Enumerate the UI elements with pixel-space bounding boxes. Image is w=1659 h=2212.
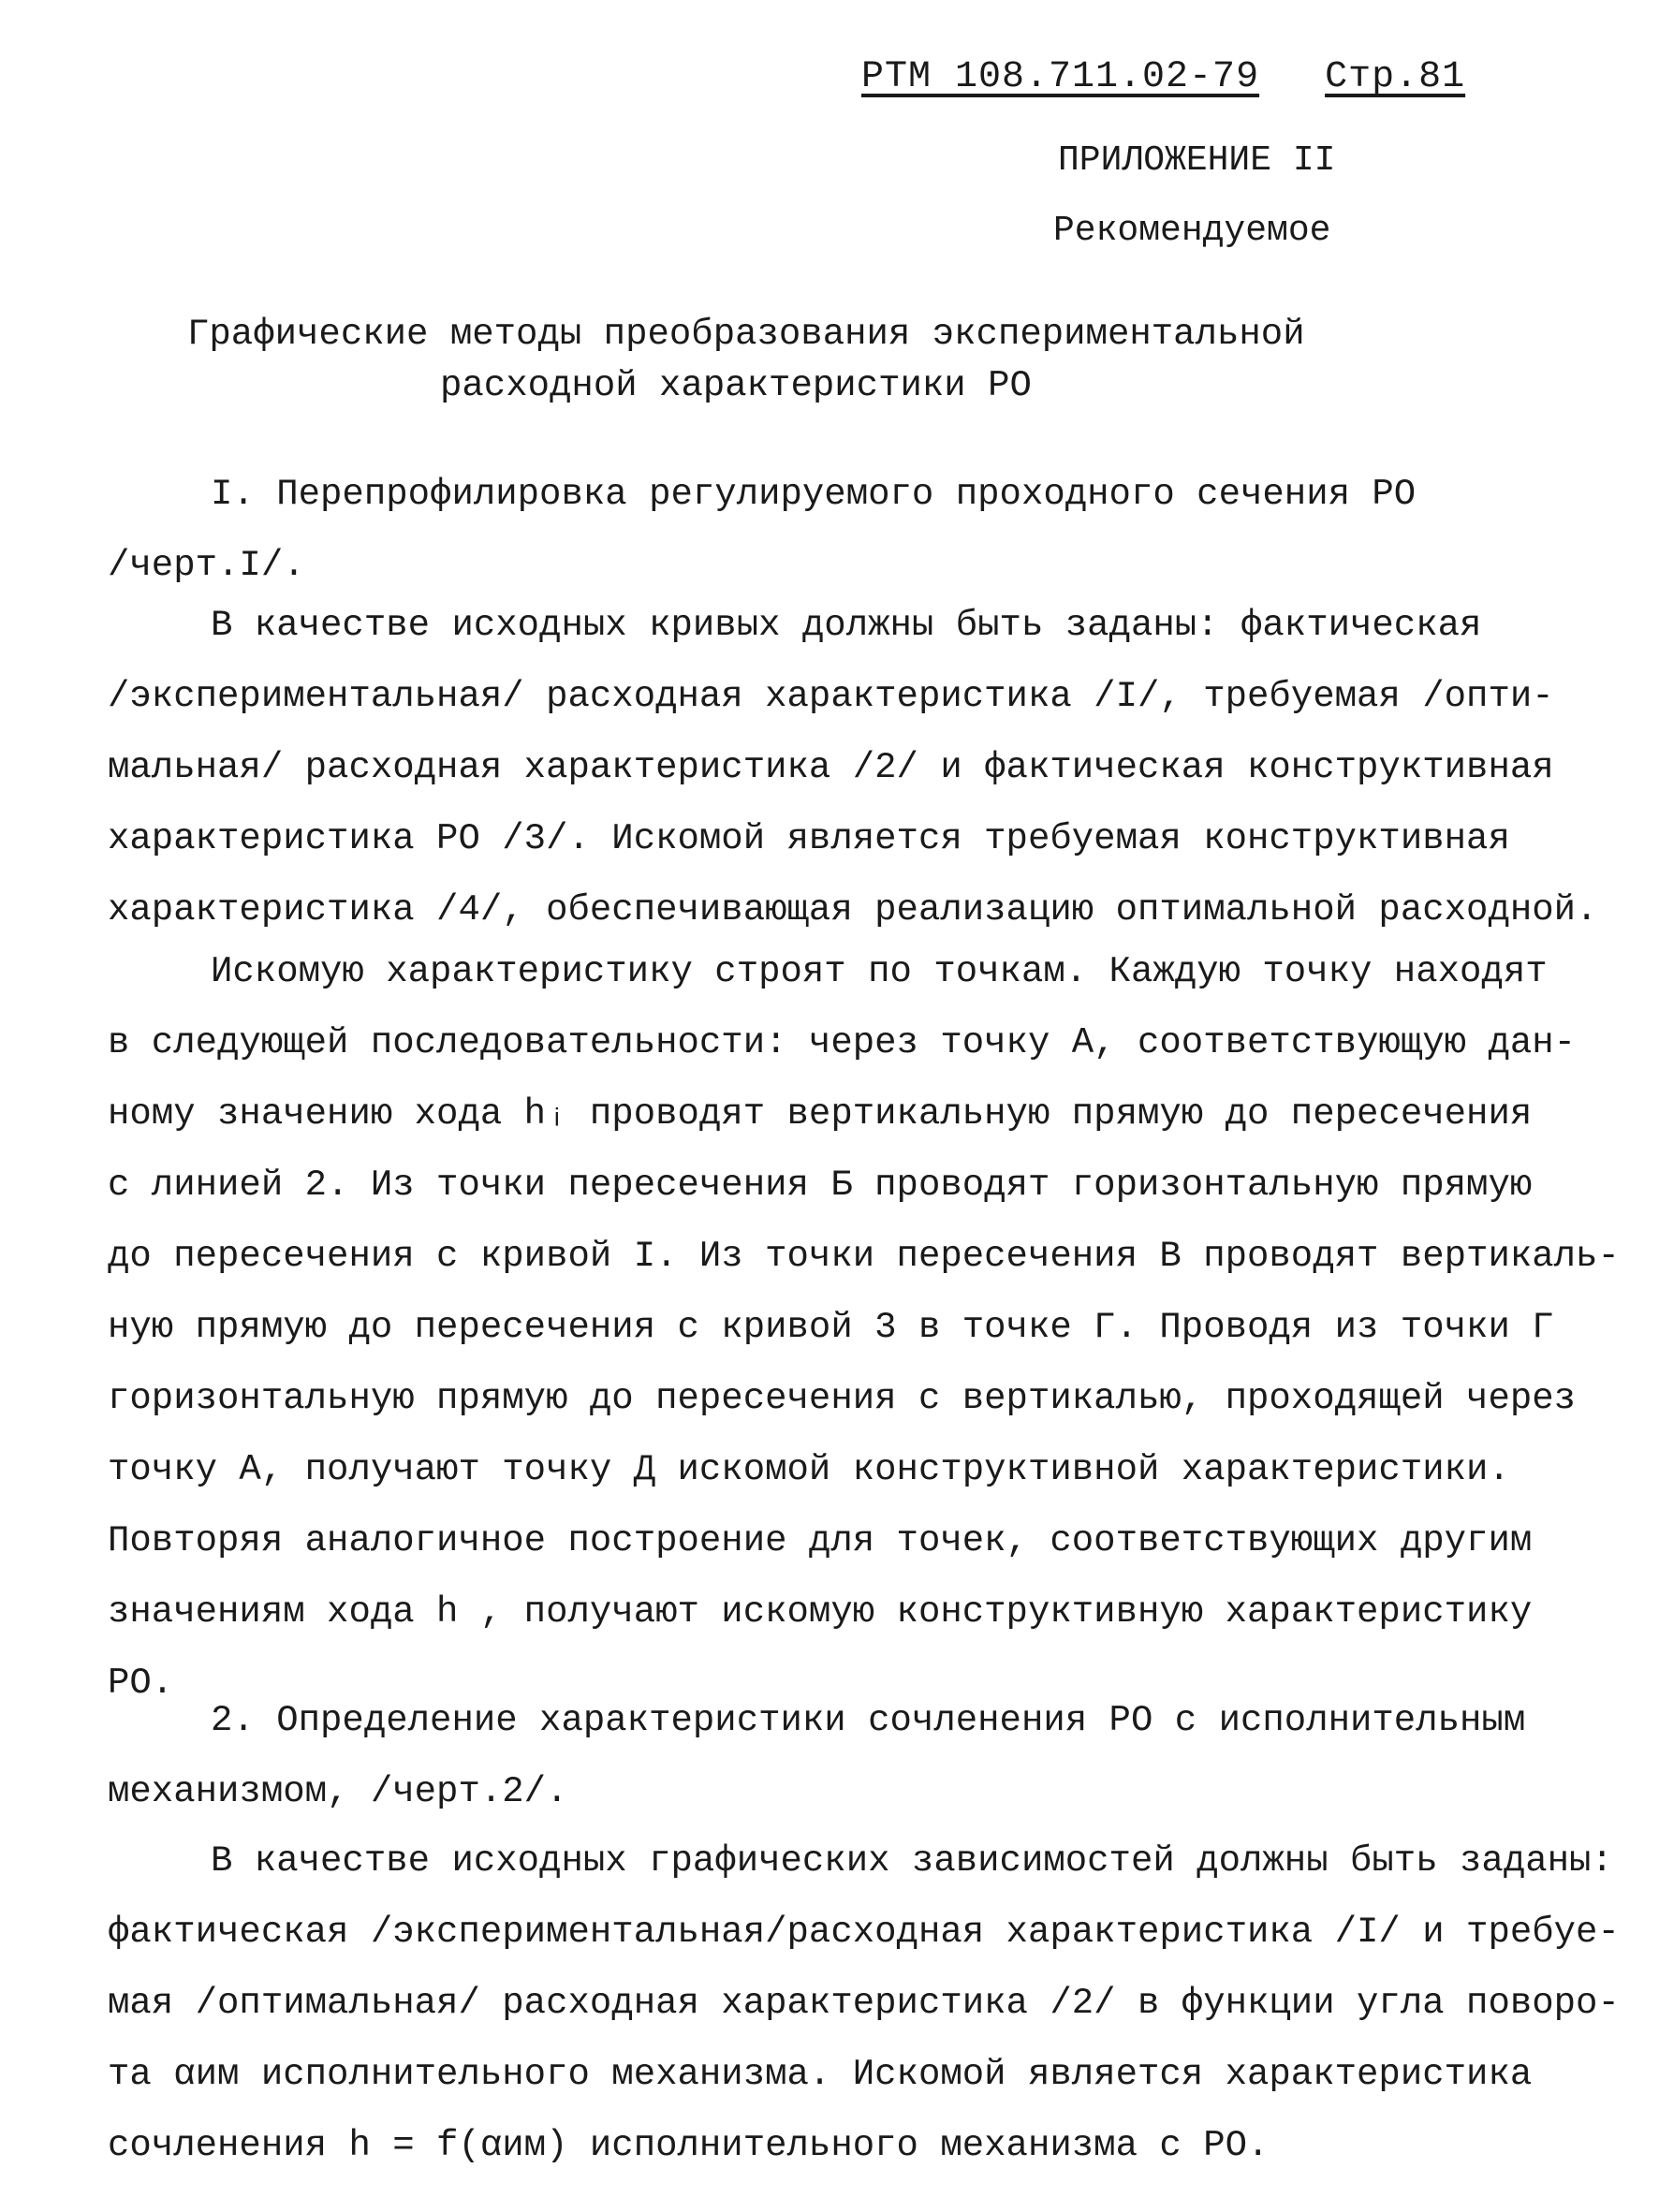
- text-line: в следующей последовательности: через точку А, соответствующую дан-: [108, 1022, 1577, 1063]
- text-line: ную прямую до пересечения с кривой 3 в точке Г. Проводя из точки Г: [108, 1307, 1554, 1348]
- text-line: фактическая /экспериментальная/расходная характеристика /I/ и требуе-: [108, 1912, 1620, 1953]
- text-line: /черт.I/.: [108, 545, 305, 586]
- text-line: 2. Определение характеристики сочленения РО с исполнительным: [211, 1700, 1526, 1741]
- text-line: точку А, получают точку Д искомой конструктивной характеристики.: [108, 1449, 1510, 1490]
- paragraph-3: [108, 936, 1620, 1719]
- text-line: Искомую характеристику строят по точкам. Каждую точку находят: [211, 951, 1548, 992]
- text-line: В качестве исходных графических зависимостей должны быть заданы:: [211, 1840, 1613, 1882]
- paragraph-2: [108, 590, 1598, 945]
- section-title-line-1: Графические методы преобразования экспериментальной: [187, 314, 1305, 355]
- text-line: та αим исполнительного механизма. Искомой является характеристика: [108, 2054, 1533, 2095]
- text-line: сочленения h = f(αим) исполнительного механизма с РО.: [108, 2125, 1270, 2166]
- text-line: Повторяя аналогичное построение для точек, соответствующих другим: [108, 1520, 1533, 1561]
- text-line: характеристика РО /3/. Искомой является требуемая конструктивная: [108, 818, 1510, 859]
- text-line: горизонтальную прямую до пересечения с вертикалью, проходящей через: [108, 1378, 1577, 1419]
- paragraph-4: [108, 1685, 1568, 1827]
- text-line: В качестве исходных кривых должны быть заданы: фактическая: [211, 605, 1482, 646]
- appendix-label: ПРИЛОЖЕНИЕ II: [1058, 140, 1336, 181]
- text-line: РО.: [108, 1663, 174, 1704]
- appendix-status: Рекомендуемое: [1053, 211, 1331, 251]
- text-line: мальная/ расходная характеристика /2/ и фактическая конструктивная: [108, 747, 1554, 788]
- text-line: характеристика /4/, обеспечивающая реализацию оптимальной расходной.: [108, 889, 1598, 930]
- text-line: с линией 2. Из точки пересечения Б проводят горизонтальную прямую: [108, 1165, 1533, 1206]
- document-code: РТМ 108.711.02-79: [861, 56, 1260, 98]
- text-line: мая /оптимальная/ расходная характеристика /2/ в функции угла поворо-: [108, 1983, 1620, 2024]
- text-line: до пересечения с кривой I. Из точки пересечения В проводят вертикаль-: [108, 1236, 1620, 1277]
- text-line: /экспериментальная/ расходная характеристика /I/, требуемая /опти-: [108, 676, 1554, 717]
- text-line: механизмом, /черт.2/.: [108, 1771, 568, 1812]
- paragraph-1: [108, 459, 1568, 601]
- text-line: ному значению хода hᵢ проводят вертикальную прямую до пересечения: [108, 1093, 1533, 1135]
- text-line: значениям хода h , получают искомую конструктивную характеристику: [108, 1591, 1533, 1633]
- page-header: [861, 56, 1465, 98]
- section-title-line-2: расходной характеристики РО: [440, 365, 1032, 406]
- paragraph-5: [108, 1825, 1620, 2181]
- page-number: Стр.81: [1325, 56, 1466, 98]
- text-line: I. Перепрофилировка регулируемого проходного сечения РО: [211, 474, 1417, 515]
